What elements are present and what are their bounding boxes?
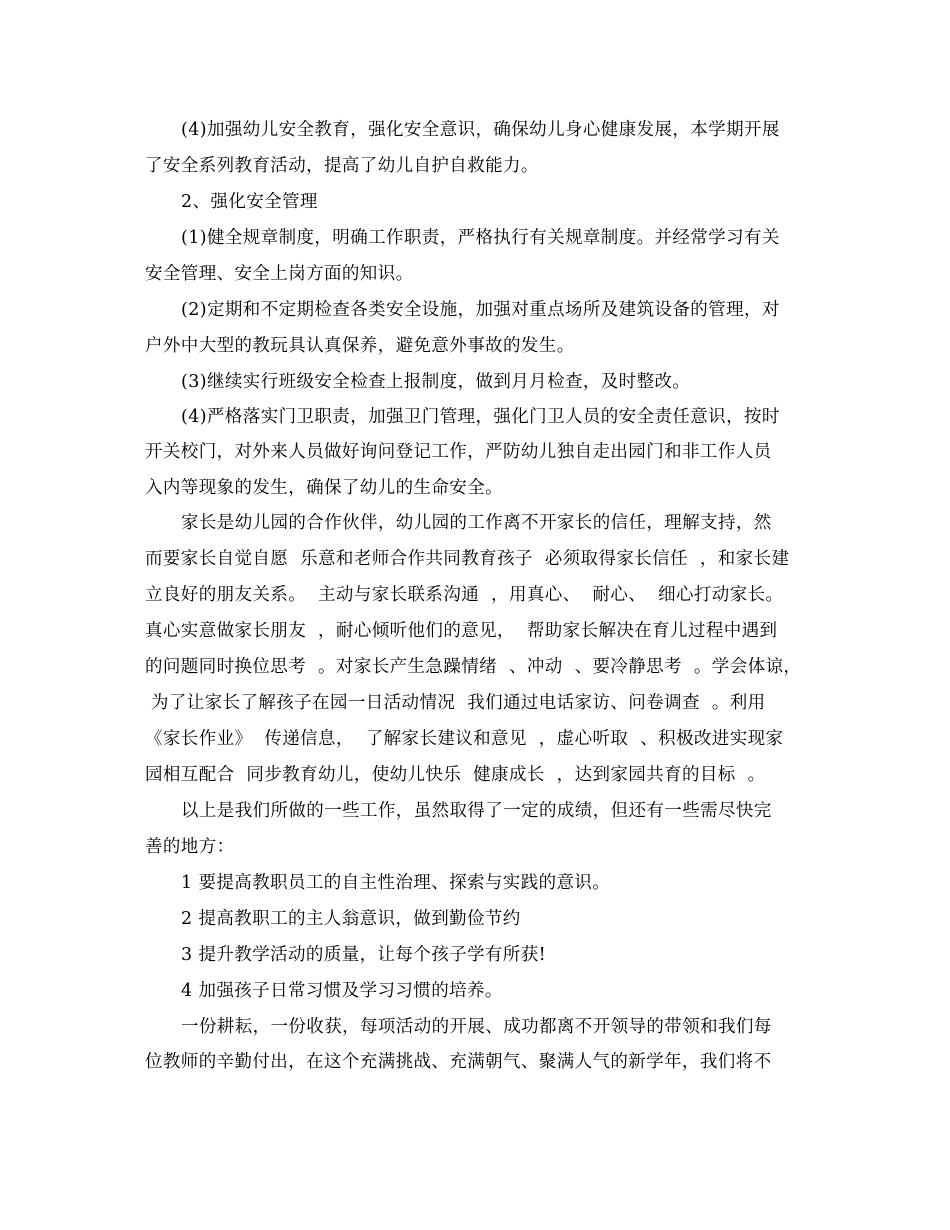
text-line: 1 要提高教职员工的自主性治理、探索与实践的意识。 [181, 873, 611, 893]
text-line: 园相互配合 同步教育幼儿，使幼儿快乐 健康成长 ，达到家园共育的目标 。 [145, 765, 766, 785]
text-line: 4 加强孩子日常习惯及学习习惯的培养。 [181, 981, 503, 1001]
text-line: 一份耕耘，一份收获，每项活动的开展、成功都离不开领导的带领和我们每 [181, 1017, 772, 1037]
text-line: (4)严格落实门卫职责，加强卫门管理，强化门卫人员的安全责任意识，按时 [181, 407, 780, 427]
text-line: 《家长作业》 传递信息， 了解家长建议和意见 ，虚心听取 、积极改进实现家 [145, 729, 784, 749]
text-line: (3)继续实行班级安全检查上报制度，做到月月检查，及时整改。 [181, 372, 691, 392]
text-line: 了安全系列教育活动，提高了幼儿自护自救能力。 [145, 156, 539, 176]
text-line: 2 提高教职工的主人翁意识，做到勤俭节约 [181, 909, 521, 929]
text-line: 以上是我们所做的一些工作，虽然取得了一定的成绩，但还有一些需尽快完 [181, 801, 772, 821]
text-line: 位教师的辛勤付出，在这个充满挑战、充满朝气、聚满人气的新学年，我们将不 [145, 1052, 772, 1072]
text-line: 3 提升教学活动的质量，让每个孩子学有所获! [181, 945, 547, 965]
text-line: 2、强化安全管理 [181, 192, 318, 212]
text-line: 立良好的朋友关系。 主动与家长联系沟通 ，用真心、 耐心、 细心打动家长。 [145, 585, 784, 605]
text-line: 的问题同时换位思考 。对家长产生急躁情绪 、冲动 、要冷静思考 。学会体谅， [145, 657, 802, 677]
text-line: 入内等现象的发生，确保了幼儿的生命安全。 [145, 478, 503, 498]
text-line: 安全管理、安全上岗方面的知识。 [145, 264, 414, 284]
text-line: 家长是幼儿园的合作伙伴，幼儿园的工作离不开家长的信任，理解支持，然 [181, 513, 772, 533]
text-line: (1)健全规章制度，明确工作职责，严格执行有关规章制度。并经常学习有关 [181, 228, 780, 248]
text-line: (4)加强幼儿安全教育，强化安全意识，确保幼儿身心健康发展，本学期开展 [181, 120, 780, 140]
text-line: 而要家长自觉自愿 乐意和老师合作共同教育孩子 必须取得家长信任 ，和家长建 [145, 549, 790, 569]
text-line: 善的地方： [145, 837, 235, 857]
text-line: 真心实意做家长朋友 ，耐心倾听他们的意见， 帮助家长解决在育儿过程中遇到 [145, 621, 778, 641]
text-line: 为了让家长了解孩子在园一日活动情况 我们通过电话家访、问卷调查 。利用 [145, 693, 766, 713]
text-line: 户外中大型的教玩具认真保养，避免意外事故的发生。 [145, 336, 575, 356]
text-line: 开关校门，对外来人员做好询问登记工作，严防幼儿独自走出园门和非工作人员 [145, 442, 772, 462]
text-line: (2)定期和不定期检查各类安全设施，加强对重点场所及建筑设备的管理，对 [181, 300, 780, 320]
